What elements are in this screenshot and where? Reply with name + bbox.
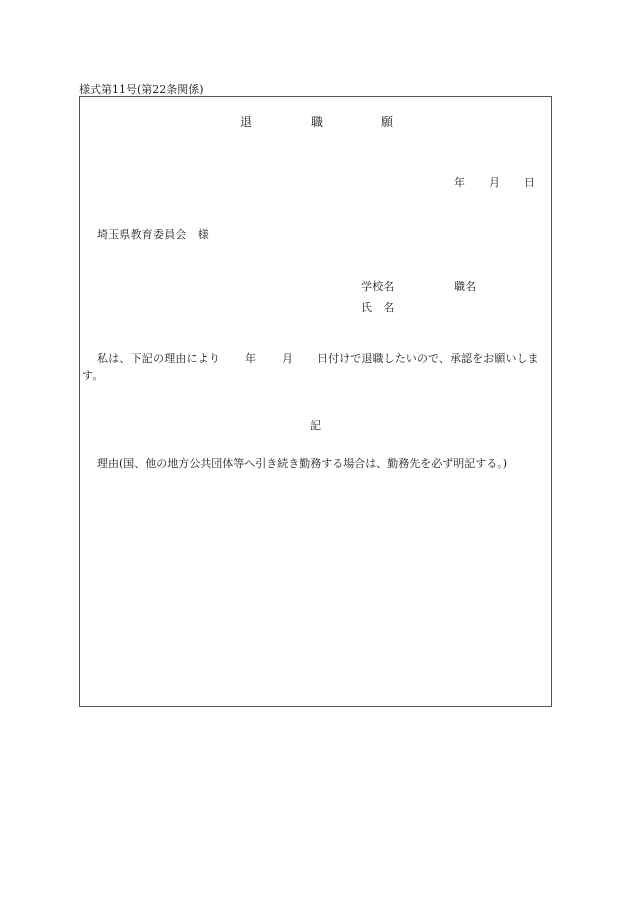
request-text-part1: 私は、下記の理由により [97, 352, 221, 365]
reason-text: 理由(国、他の地方公共団体等へ引き続き勤務する場合は、勤務先を必ず明記する。) [97, 457, 508, 470]
school-name-label: 学校名 [361, 280, 395, 293]
request-year-label: 年 [245, 352, 257, 365]
date-year-label: 年 [454, 176, 466, 189]
title-char-2: 職 [311, 115, 324, 129]
position-label: 職名 [454, 280, 477, 293]
request-text-part2: 日付けで退職したいので、承認をお願いしま [317, 352, 539, 365]
form-number-label: 様式第11号(第22条関係) [79, 83, 204, 96]
title-char-1: 退 [240, 115, 253, 129]
request-month-label: 月 [282, 352, 294, 365]
request-text-line2: す。 [82, 369, 104, 382]
addressee: 埼玉県教育委員会 様 [97, 228, 209, 241]
applicant-name-label: 氏 名 [361, 301, 395, 314]
date-day-label: 日 [524, 176, 536, 189]
record-heading: 記 [310, 419, 322, 432]
title-char-3: 願 [381, 115, 394, 129]
date-month-label: 月 [489, 176, 501, 189]
form-frame [79, 96, 552, 707]
